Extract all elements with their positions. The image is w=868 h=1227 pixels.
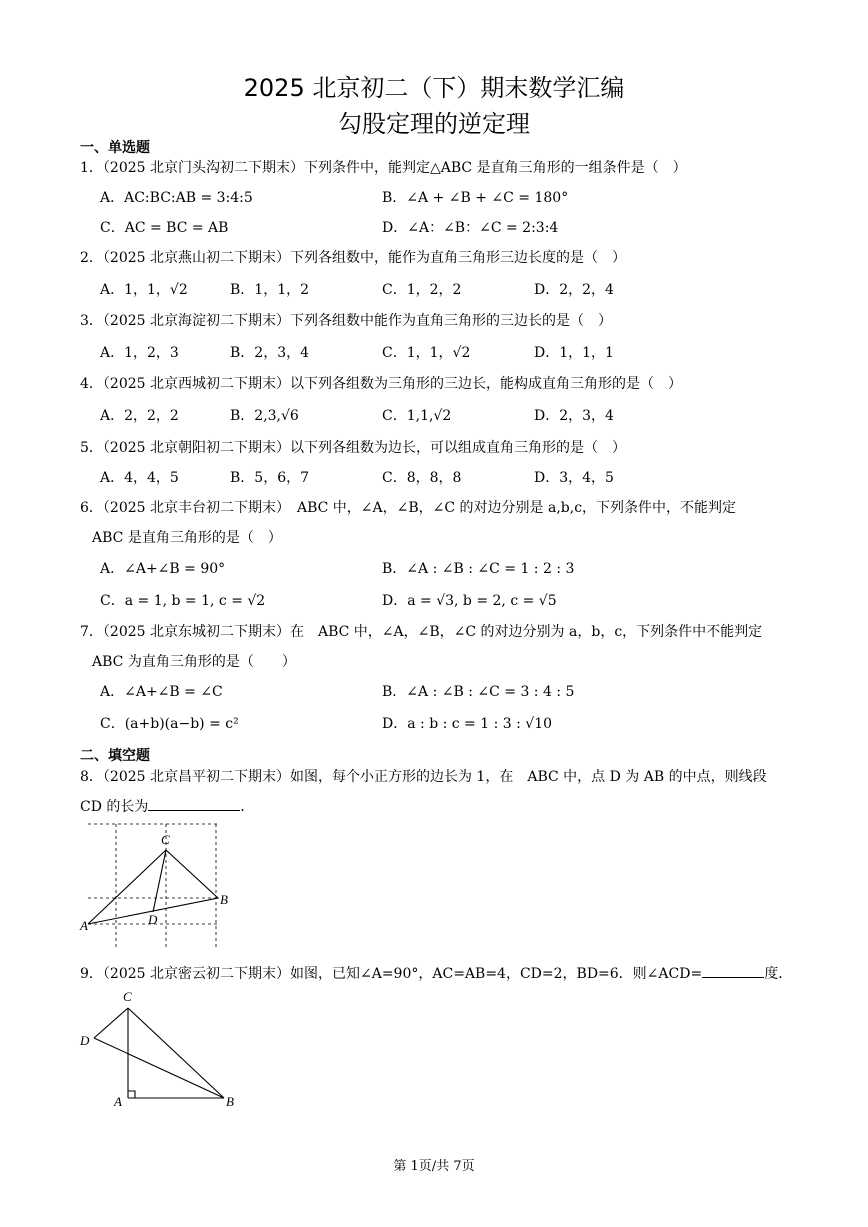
question-3-option-c: C．1，1，√2	[382, 345, 471, 361]
document-title: 2025 北京初二（下）期末数学汇编	[243, 74, 625, 102]
question-7-stem-continuation: ABC 为直角三角形的是（ ）	[92, 654, 296, 670]
question-3-option-a: A．1，2，3	[100, 345, 179, 361]
figure-8-label-b: B	[220, 892, 228, 907]
question-6-stem-continuation: ABC 是直角三角形的是（ ）	[92, 530, 282, 546]
page-footer: 第 1页/共 7页	[393, 1159, 475, 1174]
question-3-option-d: D．1，1，1	[534, 345, 614, 361]
section-heading-single-choice: 一、单选题	[80, 140, 150, 156]
question-4-option-c: C．1,1,√2	[382, 408, 452, 424]
question-1-option-b: B．∠A + ∠B + ∠C = 180°	[382, 190, 569, 206]
question-6-stem: 6．（2025 北京丰台初二下期末） ABC 中，∠A，∠B，∠C 的对边分别是 a,b,c，下列条件中，不能判定	[80, 500, 737, 516]
question-9-figure	[76, 988, 246, 1116]
question-5-option-c: C．8，8，8	[382, 470, 462, 486]
figure-8-grid	[88, 824, 220, 950]
question-8-stem-continuation	[80, 796, 254, 816]
question-6-option-c: C．a = 1, b = 1, c = √2	[100, 593, 266, 609]
figure-8-label-c: C	[161, 832, 170, 847]
question-8-answer-blank[interactable]	[148, 798, 240, 811]
question-8-prompt: CD 的长为	[80, 799, 149, 815]
question-4-stem: 4．（2025 北京西城初二下期末）以下列各组数为三角形的三边长，能构成直角三角形的是（ ）	[80, 376, 682, 392]
question-3-stem: 3．（2025 北京海淀初二下期末）下列各组数中能作为直角三角形的三边长的是（ ）	[80, 313, 612, 329]
question-2-option-a: A．1，1，√2	[100, 282, 188, 298]
figure-9-label-d: D	[80, 1033, 90, 1048]
figure-9-label-a: A	[114, 1094, 122, 1109]
question-4-option-a: A．2，2，2	[100, 408, 179, 424]
figure-9-lines	[94, 1008, 224, 1098]
question-1-option-a: A．AC:BC:AB = 3:4:5	[100, 190, 253, 206]
question-6-option-b: B．∠A : ∠B : ∠C = 1 : 2 : 3	[382, 561, 575, 577]
question-5-option-d: D．3，4，5	[534, 470, 614, 486]
question-5-option-a: A．4，4，5	[100, 470, 179, 486]
question-1-stem: 1．（2025 北京门头沟初二下期末）下列条件中，能判定△ABC 是直角三角形的一组条件是（ ）	[80, 160, 687, 176]
question-9-answer-blank[interactable]	[702, 965, 764, 978]
figure-8-label-d: D	[148, 912, 158, 927]
question-7-option-b: B．∠A : ∠B : ∠C = 3 : 4 : 5	[382, 684, 575, 700]
question-9-prompt: 9．（2025 北京密云初二下期末）如图，已知∠A=90°，AC=AB=4，CD=2，BD=6．则∠ACD=	[80, 966, 703, 982]
question-9-stem	[80, 963, 792, 983]
figure-9-label-c: C	[123, 989, 132, 1004]
figure-8-label-a: A	[80, 918, 88, 933]
question-6-option-a: A．∠A+∠B = 90°	[100, 561, 226, 577]
question-6-option-d: D．a = √3, b = 2, c = √5	[382, 593, 557, 609]
question-7-option-c: C．(a+b)(a−b) = c²	[100, 716, 239, 732]
question-1-option-d: D．∠A：∠B：∠C = 2:3:4	[382, 220, 559, 236]
question-3-option-b: B．2，3，4	[230, 345, 310, 361]
question-8-figure	[78, 818, 238, 958]
question-9-unit: 度．	[764, 966, 793, 982]
question-2-option-d: D．2，2，4	[534, 282, 614, 298]
question-1-option-c: C．AC = BC = AB	[100, 220, 229, 236]
question-2-stem: 2．（2025 北京燕山初二下期末）下列各组数中，能作为直角三角形三边长度的是（ ）	[80, 250, 626, 266]
figure-9-label-b: B	[226, 1094, 234, 1109]
question-4-option-d: D．2，3，4	[534, 408, 614, 424]
question-7-option-a: A．∠A+∠B = ∠C	[100, 684, 223, 700]
question-8-stem: 8．（2025 北京昌平初二下期末）如图，每个小正方形的边长为 1，在 ABC 中，点 D 为 AB 的中点，则线段	[80, 769, 767, 785]
question-7-option-d: D．a : b : c = 1 : 3 : √10	[382, 716, 553, 732]
section-heading-fill-blank: 二、填空题	[80, 748, 150, 764]
question-2-option-b: B．1，1，2	[230, 282, 310, 298]
question-5-stem: 5．（2025 北京朝阳初二下期末）以下列各组数为边长，可以组成直角三角形的是（ ）	[80, 440, 626, 456]
question-7-stem: 7．（2025 北京东城初二下期末）在 ABC 中，∠A，∠B，∠C 的对边分别为 a，b，c，下列条件中不能判定	[80, 624, 763, 640]
question-8-period: ．	[240, 799, 255, 815]
question-5-option-b: B．5，6，7	[230, 470, 310, 486]
question-4-option-b: B．2,3,√6	[230, 408, 299, 424]
document-subtitle: 勾股定理的逆定理	[338, 110, 530, 138]
question-2-option-c: C．1，2，2	[382, 282, 462, 298]
